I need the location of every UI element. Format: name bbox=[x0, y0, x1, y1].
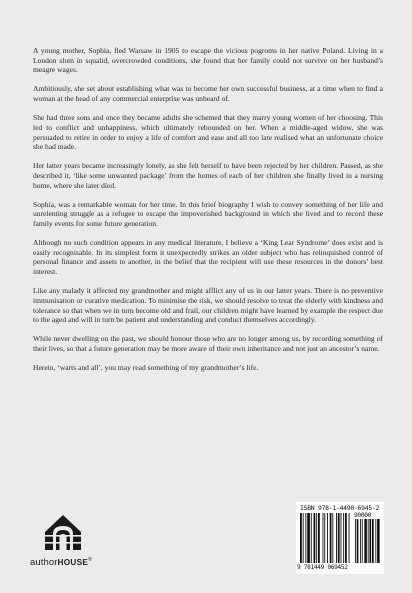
blurb-text bbox=[33, 46, 383, 382]
barcode-bar bbox=[314, 513, 316, 563]
barcode-bars bbox=[300, 513, 380, 563]
barcode-bar bbox=[318, 513, 320, 563]
barcode-bar bbox=[316, 513, 317, 563]
addon-bar bbox=[369, 519, 371, 563]
isbn-barcode bbox=[296, 502, 384, 574]
blurb-paragraph-7: Like any malady it affected my grandmother and might afflict any of us in our latter years. There is no preventive immunisation or curative medication. To minimise the risk, we should resolve to treat the elderly with kindness and tolerance so that when we in turn become old and frail, our children might have learned by example the respect due to the aged and will in turn be patient and understanding and conduct themselves accordingly. bbox=[33, 286, 383, 325]
addon-bar bbox=[375, 519, 376, 563]
addon-bar bbox=[372, 519, 374, 563]
barcode-bar bbox=[303, 513, 304, 563]
isbn-label: ISBN 978-1-4490-6945-2 bbox=[300, 504, 380, 512]
blurb-paragraph-3: She had three sons and once they became adults she schemed that they marry young women of her choosing. This led to conflict and unhappiness, which ultimately rebounded on her. When a middle-aged widow, she was persuaded to retire in order to enjoy a life of comfort and ease and all too late realised what an unfortunate choice she had made. bbox=[33, 113, 383, 152]
barcode-bar bbox=[324, 513, 325, 563]
barcode-bar bbox=[341, 513, 342, 563]
blurb-paragraph-2: Ambitiously, she set about establishing what was to become her own successful business, at a time when to find a woman at the head of any commercial enterprise was unheard of. bbox=[33, 84, 383, 104]
barcode-bar bbox=[330, 513, 332, 563]
house-arch-icon bbox=[43, 512, 83, 552]
blurb-paragraph-1: A young mother, Sophia, fled Warsaw in 1905 to escape the vicious pogroms in her native Poland. Living in a London slum in squalid, overcrowded conditions, she found that her family could not survive on her husband’s meagre wages. bbox=[33, 46, 383, 75]
addon-bar bbox=[355, 519, 356, 563]
blurb-paragraph-4: Her latter years became increasingly lonely, as she felt herself to have been rejected by her children. Passed, as she described it, ‘like some unwanted package’ from the homes of each of her children she finally lived in a nursing home, where she later died. bbox=[33, 161, 383, 190]
barcode-bar bbox=[323, 513, 324, 563]
price-addon-code: 90000 bbox=[354, 512, 372, 519]
blurb-paragraph-8: While never dwelling on the past, we should honour those who are no longer among us, by recording something of their lives, so that a future generation may be more aware of their own inheritance and not just an ancestor’s name. bbox=[33, 334, 383, 353]
blurb-paragraph-5: Sophia, was a remarkable woman for her time. In this brief biography I wish to convey something of her life and unrelenting struggle as a refugee to escape the impoverished background in which she lived and to record these family events for some future generation. bbox=[33, 199, 383, 229]
barcode-bar bbox=[300, 513, 302, 563]
addon-bar bbox=[357, 519, 359, 563]
barcode-bar bbox=[307, 513, 310, 563]
addon-bar bbox=[364, 519, 367, 563]
blurb-paragraph-9: Herein, ‘warts and all’, you may read something of my grandmother’s life. bbox=[33, 362, 259, 372]
barcode-bar bbox=[345, 513, 347, 563]
addon-bar bbox=[362, 519, 363, 563]
barcode-bar bbox=[332, 513, 333, 563]
barcode-bar bbox=[305, 513, 306, 563]
barcode-bar bbox=[338, 513, 340, 563]
publisher-logo bbox=[30, 512, 100, 574]
barcode-bar bbox=[327, 513, 328, 563]
barcode-bar bbox=[336, 513, 337, 563]
barcode-bar bbox=[343, 513, 344, 563]
ean-digits: 9 781449 069452 bbox=[297, 564, 348, 571]
barcode-bar bbox=[349, 513, 350, 563]
addon-bar bbox=[360, 519, 361, 563]
barcode-bar bbox=[311, 513, 312, 563]
publisher-name: authorHOUSE® bbox=[30, 557, 92, 569]
addon-bar bbox=[368, 519, 369, 563]
blurb-paragraph-6: Although no such condition appears in any medical literature, I believe a ‘King Lear Syndrome’ does exist and is easily recognisable. In its simplest form it unexpectedly strikes an older subject who has relinquished control of personal finance and assets to another, in the belief that the recipient will use these resources in the donors’ best interest. bbox=[33, 238, 383, 277]
addon-bar bbox=[377, 519, 380, 563]
